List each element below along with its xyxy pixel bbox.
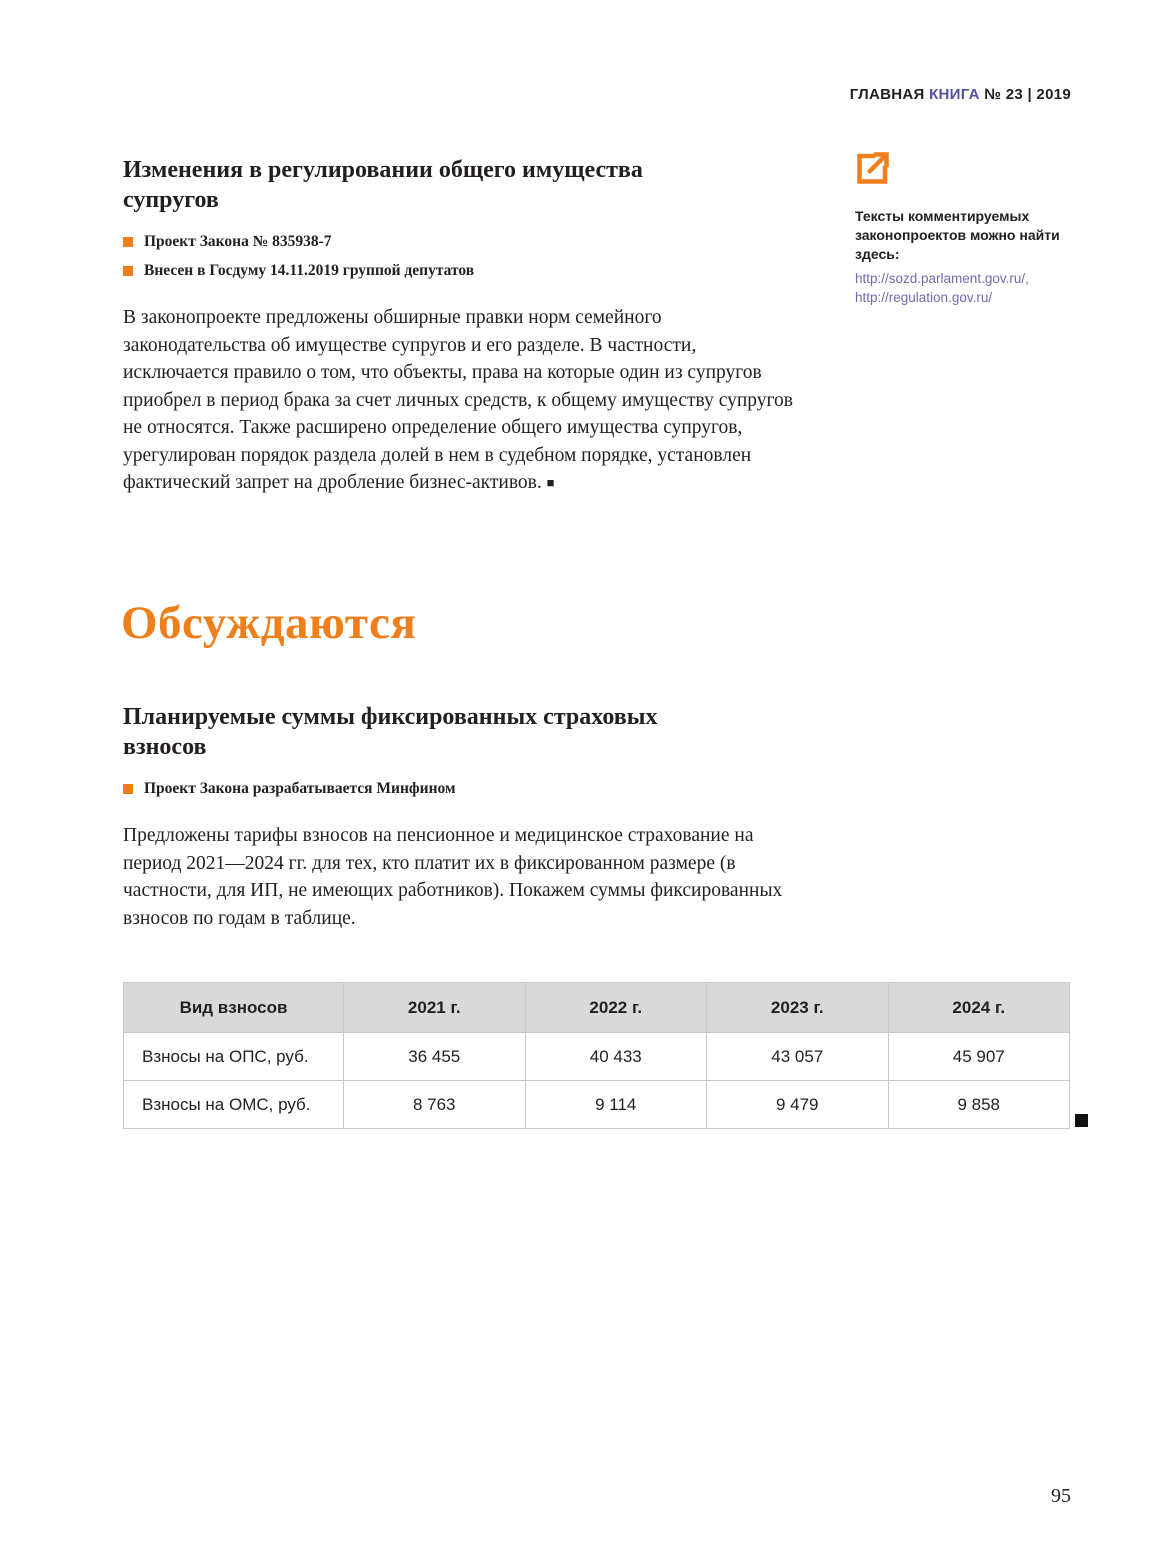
article-fixed-contributions: [123, 702, 798, 932]
bullet-label: Внесен в Госдуму 14.11.2019 группой депутатов: [144, 262, 475, 279]
sidebar-links: [855, 269, 1075, 307]
page-number: 95: [1051, 1485, 1071, 1507]
bullet-label: Проект Закона разрабатывается Минфином: [144, 780, 456, 797]
table-row: [124, 1081, 1070, 1129]
section-end-mark: [1075, 1114, 1088, 1127]
fixed-contributions-table: [123, 982, 1070, 1129]
table-cell-value: 36 455: [344, 1033, 526, 1081]
orange-square-bullet-icon: [123, 237, 133, 247]
table-cell-value: 40 433: [525, 1033, 707, 1081]
article-body: [123, 822, 798, 932]
article-title: Изменения в регулировании общего имущества супругов: [123, 157, 643, 213]
article-meta-bullets: [123, 233, 798, 280]
bullet-item: [123, 233, 798, 251]
brand-name-purple: КНИГА: [929, 86, 980, 103]
table-cell-value: 45 907: [888, 1033, 1070, 1081]
bullet-item: [123, 262, 798, 280]
brand-name-black: ГЛАВНАЯ: [849, 86, 925, 103]
table-cell-value: 9 114: [525, 1081, 707, 1129]
orange-square-bullet-icon: [123, 266, 133, 276]
bullet-item: [123, 780, 798, 798]
article-end-mark: ■: [546, 475, 555, 490]
sidebar-note-text: Тексты комментируемых законопроектов можно найти здесь:: [855, 208, 1060, 262]
table-cell-label: Взносы на ОМС, руб.: [124, 1081, 344, 1129]
sidebar-note-block: [855, 150, 1075, 307]
table-header-cell: 2024 г.: [888, 983, 1070, 1033]
table-header-cell: 2021 г.: [344, 983, 526, 1033]
bullet-label: Проект Закона № 835938-7: [144, 233, 332, 250]
article-meta-bullets: [123, 780, 798, 798]
external-link-icon: [855, 150, 1075, 191]
table-cell-value: 43 057: [707, 1033, 889, 1081]
table-cell-label: Взносы на ОПС, руб.: [124, 1033, 344, 1081]
orange-square-bullet-icon: [123, 784, 133, 794]
article-title: Планируемые суммы фиксированных страховых взносов: [123, 704, 658, 760]
link-regulation-gov[interactable]: http://regulation.gov.ru/: [855, 290, 993, 305]
table-cell-value: 9 479: [707, 1081, 889, 1129]
table-header-cell: Вид взносов: [124, 983, 344, 1033]
table-header-cell: 2023 г.: [707, 983, 889, 1033]
article-body: [123, 304, 798, 497]
link-sozd-parlament[interactable]: http://sozd.parlament.gov.ru/,: [855, 271, 1029, 286]
table-header-row: [124, 983, 1070, 1033]
table-row: [124, 1033, 1070, 1081]
magazine-header: [850, 86, 1071, 103]
table-cell-value: 8 763: [344, 1081, 526, 1129]
article-marriage-property: [123, 155, 798, 497]
article-body-text: Предложены тарифы взносов на пенсионное и медицинское страхование на период 2021—2024 гг. для тех, кто платит их в фиксированном размере (в частности, для ИП, не имеющих работников). Покажем суммы фиксированных взносов по годам в таблице.: [123, 825, 783, 929]
issue-number: № 23 | 2019: [984, 86, 1071, 103]
table-cell-value: 9 858: [888, 1081, 1070, 1129]
table-header-cell: 2022 г.: [525, 983, 707, 1033]
section-heading-discussed: Обсуждаются: [121, 597, 417, 649]
article-body-text: В законопроекте предложены обширные правки норм семейного законодательства об имуществе супругов и его разделе. В частности, исключается правило о том, что объекты, права на которые один из супругов приобрел в период брака за счет личных средств, к общему имуществу супругов не относятся. Также расширено определение общего имущества супругов, урегулирован порядок раздела долей в нем в судебном порядке, установлен фактический запрет на дробление бизнес-активов.: [123, 307, 794, 493]
